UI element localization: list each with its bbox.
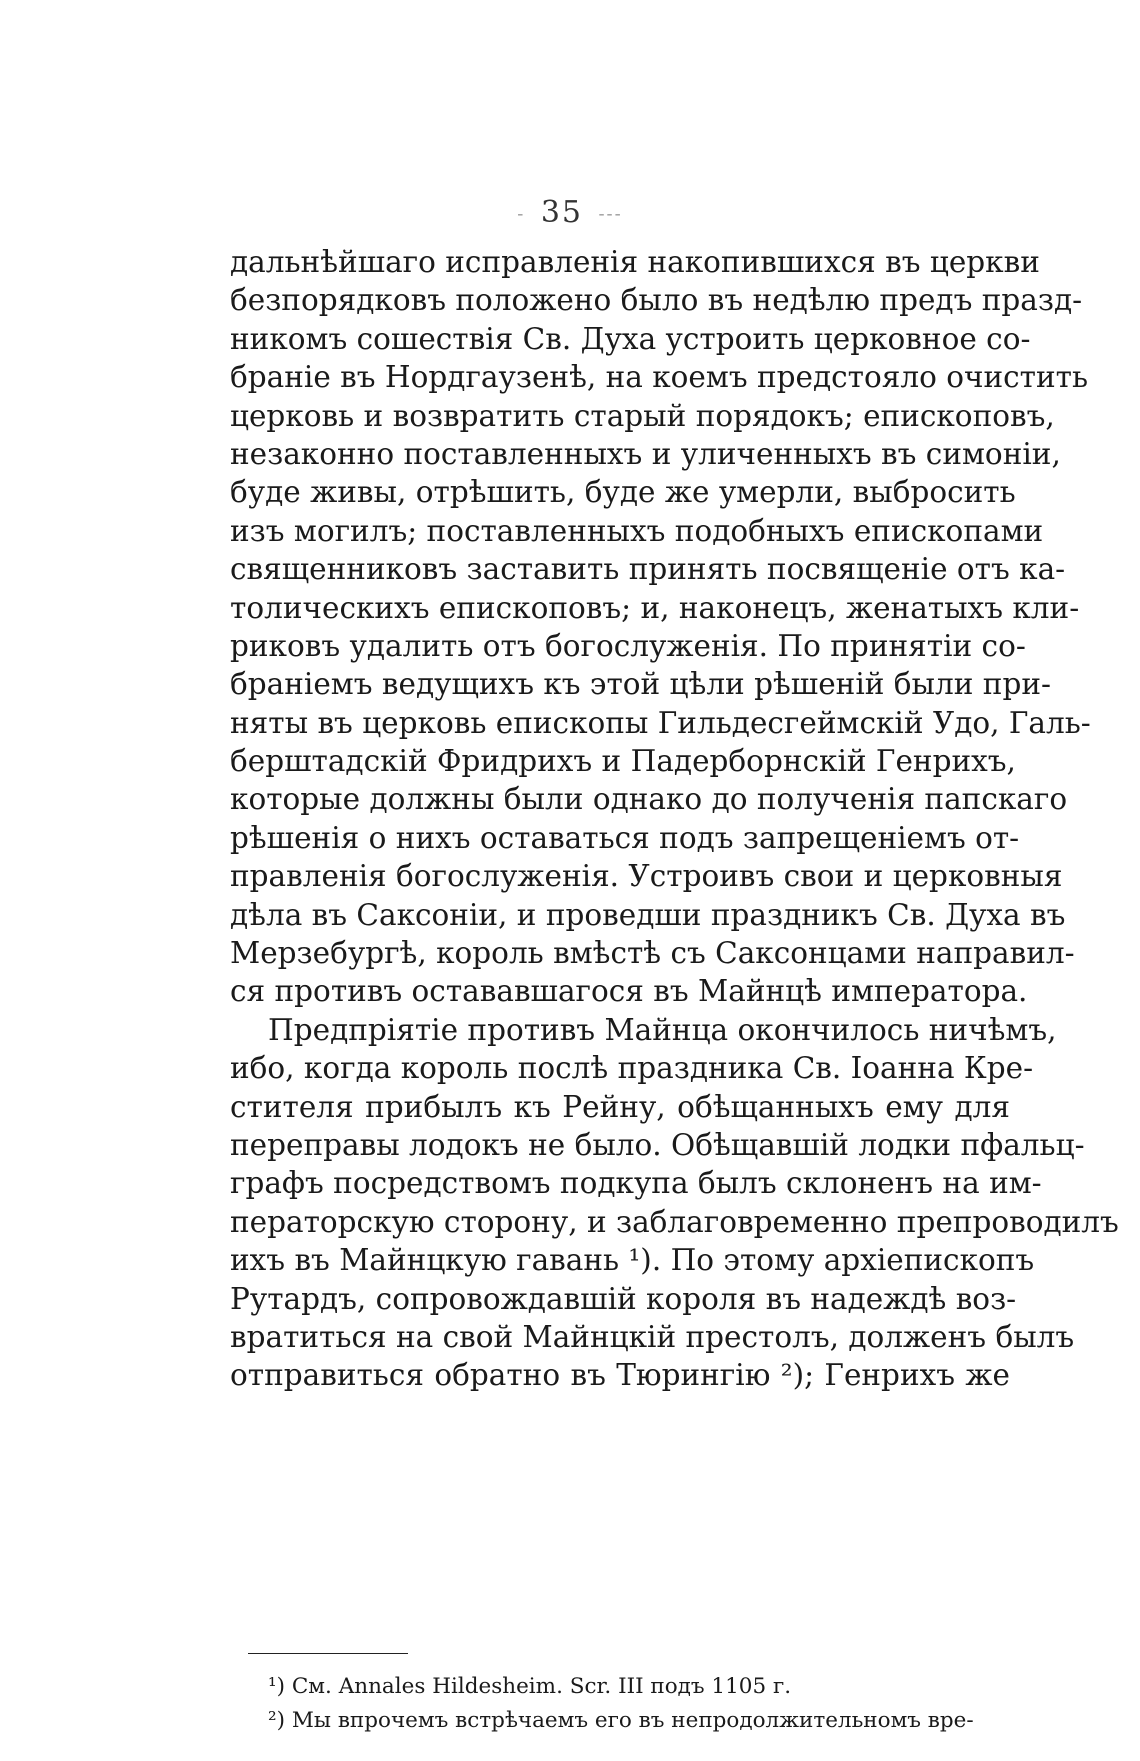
footnote-1 (268, 1670, 988, 1704)
text-line: браніе въ Нордгаузенѣ, на коемъ предстояло очистить (230, 360, 1089, 395)
text-line: толическихъ епископовъ; и, наконецъ, женатыхъ кли- (230, 590, 1080, 625)
text-line: Рутардъ, сопровождавшій короля въ надеждѣ воз- (230, 1281, 1017, 1316)
body-text (230, 243, 1119, 1395)
text-line: священниковъ заставить принять посвященіе отъ ка- (230, 552, 1066, 587)
text-line: церковь и возвратить старый порядокъ; епископовъ, (230, 398, 1055, 433)
text-line: ихъ въ Майнцкую гавань ¹). По этому архіепископъ (230, 1243, 1035, 1278)
left-dash-ornament: - (517, 203, 541, 225)
text-line: правленія богослуженія. Устроивъ свои и церковныя (230, 859, 1063, 894)
paragraph-start-line: Предпріятіе противъ Майнца окончилось ничѣмъ, (268, 1012, 1057, 1047)
text-line: незаконно поставленныхъ и уличенныхъ въ симоніи, (230, 436, 1061, 471)
footnote-text: Мы впрочемъ встрѣчаемъ его въ непродолжительномъ вре- (291, 1708, 974, 1733)
text-line: ператорскую сторону, и заблаговременно препроводилъ (230, 1204, 1119, 1239)
text-line: ибо, когда король послѣ праздника Св. Іоанна Кре- (230, 1051, 1034, 1086)
text-line: стителя прибылъ къ Рейну, обѣщанныхъ ему для (230, 1089, 1010, 1124)
text-line: няты въ церковь епископы Гильдесгеймскій Удо, Галь- (230, 705, 1091, 740)
right-dash-ornament: --- (583, 203, 623, 225)
footnote-marker: ¹) (268, 1674, 286, 1699)
page-number-header (0, 195, 1140, 230)
footnote-divider (248, 1653, 408, 1654)
text-line: графъ посредствомъ подкупа былъ склоненъ на им- (230, 1166, 1042, 1201)
text-line: изъ могилъ; поставленныхъ подобныхъ епископами (230, 513, 1044, 548)
text-line: дѣла въ Саксоніи, и проведши праздникъ Св. Духа въ (230, 897, 1066, 932)
text-line: риковъ удалить отъ богослуженія. По принятіи со- (230, 628, 1026, 663)
footnotes (268, 1670, 988, 1738)
footnote-text: См. Annales Hildesheim. Scr. III подъ 1105 г. (291, 1674, 792, 1699)
text-line: буде живы, отрѣшить, буде же умерли, выбросить (230, 475, 1016, 510)
footnote-2 (268, 1704, 988, 1738)
paragraph-end-line: ся противъ остававшагося въ Майнцѣ императора. (230, 974, 1028, 1009)
text-line: никомъ сошествія Св. Духа устроить церковное со- (230, 321, 1031, 356)
text-line: вратиться на свой Майнцкій престолъ, долженъ былъ (230, 1319, 1075, 1354)
text-line: безпорядковъ положено было въ недѣлю предъ празд- (230, 283, 1083, 318)
text-line: рѣшенія о нихъ оставаться подъ запрещеніемъ от- (230, 820, 1020, 855)
page-number: 35 (540, 195, 583, 230)
text-line: которые должны были однако до полученія папскаго (230, 782, 1068, 817)
text-line: браніемъ ведущихъ къ этой цѣли рѣшеній были при- (230, 667, 1051, 702)
text-line: дальнѣйшаго исправленія накопившихся въ церкви (230, 245, 1040, 279)
text-line: переправы лодокъ не было. Обѣщавшій лодки пфальц- (230, 1127, 1085, 1162)
text-line: Мерзебургѣ, король вмѣстѣ съ Саксонцами направил- (230, 936, 1075, 971)
text-line: отправиться обратно въ Тюрингію ²); Генрихъ же (230, 1358, 1010, 1393)
footnote-marker: ²) (268, 1708, 286, 1733)
text-line: берштадскій Фридрихъ и Падерборнскій Генрихъ, (230, 744, 1016, 779)
